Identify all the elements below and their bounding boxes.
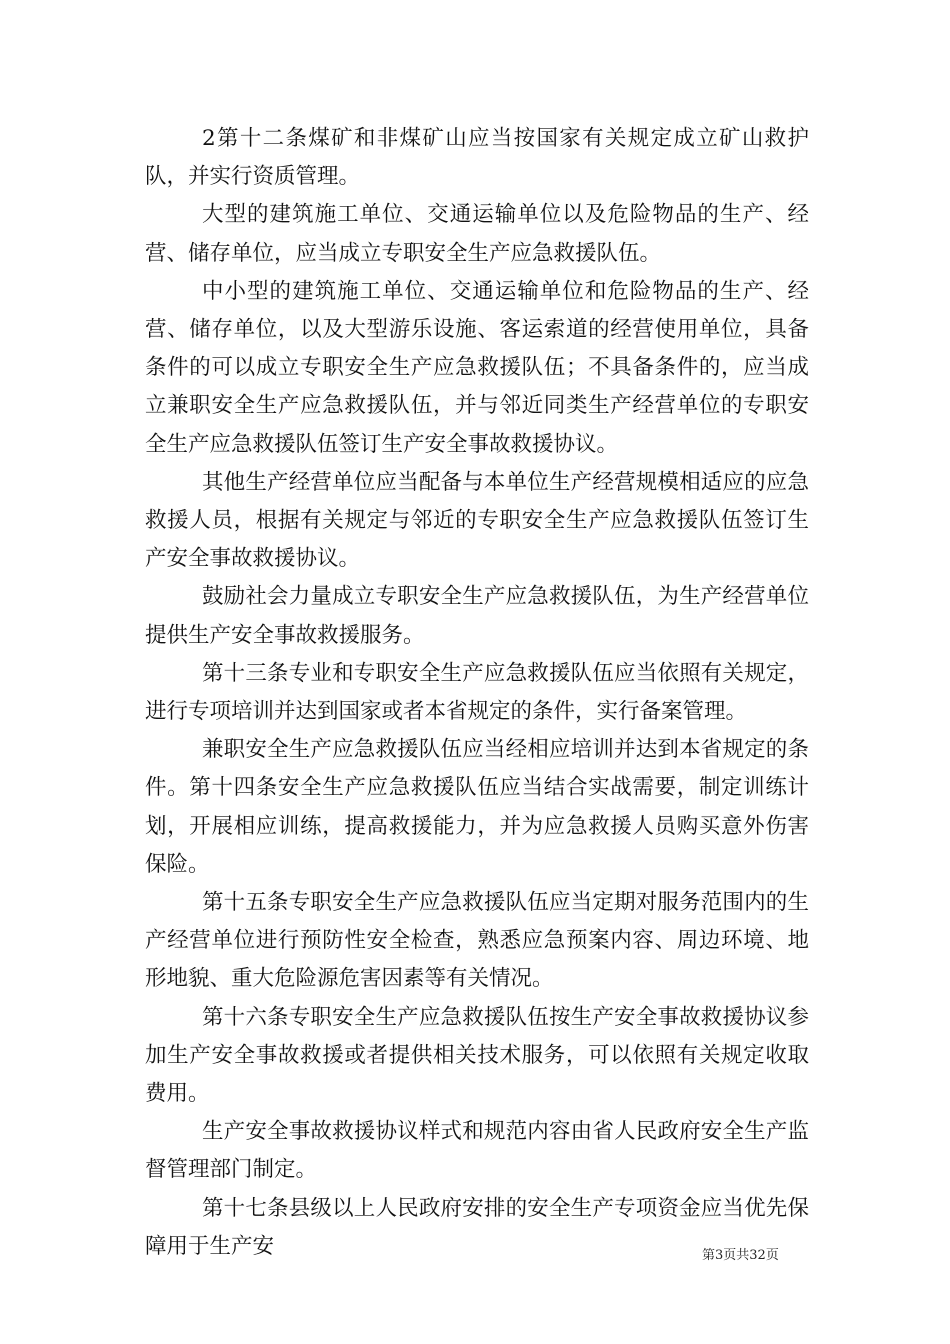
paragraph-article-14: 兼职安全生产应急救援队伍应当经相应培训并达到本省规定的条件。第十四条安全生产应急救援队伍应当结合实战需要，制定训练计划，开展相应训练，提高救援能力，并为应急救援人员购买意外伤害保险。 xyxy=(145,737,809,877)
page-number-footer: 第3页共32页 xyxy=(702,1248,779,1263)
paragraph-other-units: 其他生产经营单位应当配备与本单位生产经营规模相适应的应急救援人员，根据有关规定与邻近的专职安全生产应急救援队伍签订生产安全事故救援协议。 xyxy=(145,469,809,572)
paragraph-article-17: 第十七条县级以上人民政府安排的安全生产专项资金应当优先保障用于生产安 xyxy=(145,1195,809,1259)
document-body xyxy=(145,120,809,1266)
paragraph-article-13: 第十三条专业和专职安全生产应急救援队伍应当依照有关规定，进行专项培训并达到国家或者本省规定的条件，实行备案管理。 xyxy=(145,660,809,725)
paragraph-article-12: 2第十二条煤矿和非煤矿山应当按国家有关规定成立矿山救护队，并实行资质管理。 xyxy=(145,126,809,190)
paragraph-article-16: 第十六条专职安全生产应急救援队伍按生产安全事故救援协议参加生产安全事故救援或者提供相关技术服务，可以依照有关规定收取费用。 xyxy=(145,1004,809,1107)
paragraph-agreement-template: 生产安全事故救援协议样式和规范内容由省人民政府安全生产监督管理部门制定。 xyxy=(145,1119,809,1183)
paragraph-small-units: 中小型的建筑施工单位、交通运输单位和危险物品的生产、经营、储存单位，以及大型游乐设施、客运索道的经营使用单位，具备条件的可以成立专职安全生产应急救援队伍；不具备条件的，应当成立兼职安全生产应急救援队伍，并与邻近同类生产经营单位的专职安全生产应急救援队伍签订生产安全事故救援协议。 xyxy=(145,278,809,457)
paragraph-large-units: 大型的建筑施工单位、交通运输单位以及危险物品的生产、经营、储存单位，应当成立专职安全生产应急救援队伍。 xyxy=(145,202,809,266)
paragraph-article-15: 第十五条专职安全生产应急救援队伍应当定期对服务范围内的生产经营单位进行预防性安全检查，熟悉应急预案内容、周边环境、地形地貌、重大危险源危害因素等有关情况。 xyxy=(145,890,809,992)
paragraph-social-forces: 鼓励社会力量成立专职安全生产应急救援队伍，为生产经营单位提供生产安全事故救援服务。 xyxy=(145,584,809,648)
